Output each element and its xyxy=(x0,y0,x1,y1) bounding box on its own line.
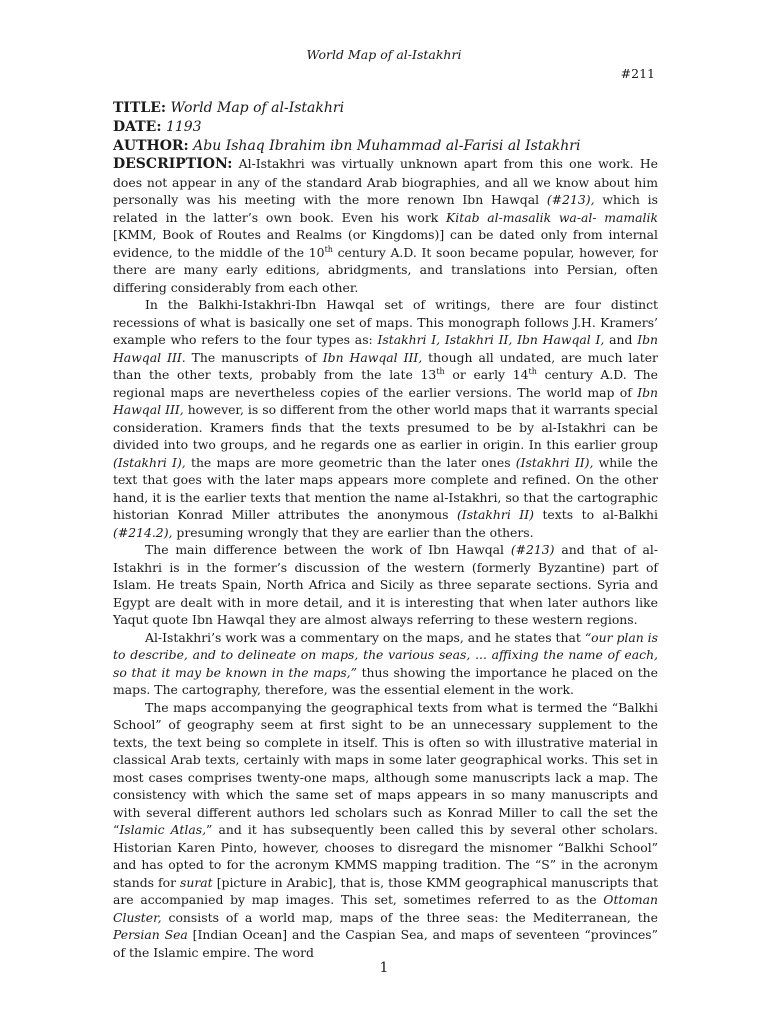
text-run: [Indian Ocean] and the Caspian Sea, and maps of seventeen “provinces” of the Islamic empire. The word xyxy=(113,927,658,960)
paragraph-content xyxy=(113,156,658,295)
text-run: the maps are more geometric than the later ones xyxy=(185,454,516,470)
paragraph xyxy=(113,155,658,296)
italic-text: surat xyxy=(180,874,213,890)
text-run: In the Balkhi-Istakhri-Ibn Hawqal set of writings, there are four distinct recessions of what is basically one set of maps. This monograph follows J.H. Kramers’ example who refers to the four types as: xyxy=(113,297,658,347)
italic-text: (Istakhri II), xyxy=(515,454,594,470)
date-label: DATE: xyxy=(113,119,162,135)
title-line xyxy=(113,99,658,118)
italic-text: Ibn Hawqal III. xyxy=(113,332,658,365)
italic-text: (#213), xyxy=(546,192,595,207)
italic-text: Istakhri I, Istakhri II, Ibn Hawqal I, xyxy=(377,332,605,347)
author-line xyxy=(113,137,658,156)
text-run: texts to al-Balkhi xyxy=(533,507,658,522)
document-number: #211 xyxy=(620,66,655,81)
text-run: while the text that goes with the later maps appears more complete and refined. On the other hand, it is the earlier texts that mention the name al-Istakhri, so that the cartographic historian Konrad Miller attributes the anonymous xyxy=(113,454,658,522)
text-run: presuming wrongly that they are earlier than the others. xyxy=(172,524,534,540)
text-run: Al-Istakhri was virtually unknown apart from this one work. He does not appear in any of the standard Arab biographies, and all we know about him personally was his meeting with the more renown Ibn Hawqal xyxy=(113,156,658,207)
italic-text: Ottoman Cluster, xyxy=(113,892,658,925)
italic-text: Persian Sea xyxy=(113,927,188,942)
superscript: th xyxy=(436,366,445,376)
text-run: though all undated, are much later than the other texts, probably from the late 13 xyxy=(113,349,658,382)
italic-text: Ibn Hawqal III, xyxy=(113,384,658,417)
italic-text: Islamic Atlas, xyxy=(119,822,207,837)
paragraph xyxy=(113,629,658,699)
italic-text: (#213) xyxy=(510,542,555,557)
text-run: Al-Istakhri’s work was a commentary on the maps, and he states that xyxy=(145,629,585,645)
text-run: or early 14 xyxy=(444,367,529,382)
italic-text: Ibn Hawqal III, xyxy=(322,349,423,365)
text-run: consists of a world map, maps of the three seas: the Mediterranean, the xyxy=(161,909,658,925)
italic-text: (Istakhri I), xyxy=(113,454,186,470)
text-run: century A.D. It soon became popular, however, for there are many early editions, abridgments, and translations into Persian, often differing considerably from each other. xyxy=(113,244,658,295)
text-run: [KMM, Book of Routes and Realms (or Kingdoms)] can be dated only from internal evidence, to the middle of the 10 xyxy=(113,227,658,260)
author-value: Abu Ishaq Ibrahim ibn Muhammad al-Farisi al Istakhri xyxy=(193,138,581,154)
description-label: DESCRIPTION: xyxy=(113,156,233,172)
text-run: The maps accompanying the geographical texts from what is termed the “Balkhi School” of geography seem at first sight to be an unnecessary supplement to the texts, the text being so complete in itself. This is often so with illustrative material in classical Arab texts, certainly with maps in some later geographical works. This set in most cases comprises twenty-one maps, although some manuscripts lack a map. The consistency with which the same set of maps appears in so many manuscripts and with several different authors led scholars such as Konrad Miller to call the set the “ xyxy=(113,699,658,837)
title-value: World Map of al-Istakhri xyxy=(170,100,345,116)
paragraph xyxy=(113,296,658,541)
italic-text: (Istakhri II) xyxy=(456,507,534,522)
italic-text: (#214.2), xyxy=(113,524,173,540)
title-label: TITLE: xyxy=(113,100,167,116)
superscript: th xyxy=(324,244,333,254)
text-run: however, is so different from the other world maps that it warrants special consideration. Kramers finds that the texts presumed to be by al-Istakhri can be divided into two groups, and he regards one as earlier in origin. In this earlier group xyxy=(113,402,658,452)
text-run: and xyxy=(604,332,638,347)
italic-text: Kitab al-masalik wa-al- mamalik xyxy=(446,209,658,225)
body-text xyxy=(113,155,658,961)
text-run: ” and it has subsequently been called this by several other scholars. Historian Karen Pinto, however, chooses to disregard the misnomer “Balkhi School” and has opted to for the acronym KMMS mapping tradition. The “S” in the acronym stands for xyxy=(113,822,658,890)
metadata-block xyxy=(113,99,658,156)
superscript: th xyxy=(528,366,537,376)
text-run: The main difference between the work of Ibn Hawqal xyxy=(145,542,511,557)
italic-text: “our plan is to describe, and to delineate on maps, the various seas, ... affixing the name of each, so that it may be known in the maps,” xyxy=(113,629,658,680)
date-line xyxy=(113,118,658,137)
text-run: The manuscripts of xyxy=(185,349,323,365)
paragraph xyxy=(113,541,658,629)
author-label: AUTHOR: xyxy=(113,138,189,154)
text-run: thus showing the importance he placed on the maps. The cartography, therefore, was the essential element in the work. xyxy=(113,664,658,697)
running-title: World Map of al-Istakhri xyxy=(306,47,462,62)
text-run: [picture in Arabic], that is, those KMM geographical manuscripts that are accompanied by map images. This set, sometimes referred to as the xyxy=(113,874,658,907)
text-run: and that of al-Istakhri is in the former’s discussion of the western (formerly Byzantine) part of Islam. He treats Spain, North Africa and Sicily as three separate sections. Syria and Egypt are dealt with in more detail, and it is interesting that when later authors like Yaqut quote Ibn Hawqal they are almost always referring to these western regions. xyxy=(113,542,659,627)
paragraph xyxy=(113,699,658,962)
page-number: 1 xyxy=(379,960,389,976)
text-run: century A.D. The regional maps are nevertheless copies of the earlier versions. The world map of xyxy=(113,367,658,400)
text-run: which is related in the latter’s own book. Even his work xyxy=(113,192,659,225)
date-value: 1193 xyxy=(165,119,202,135)
